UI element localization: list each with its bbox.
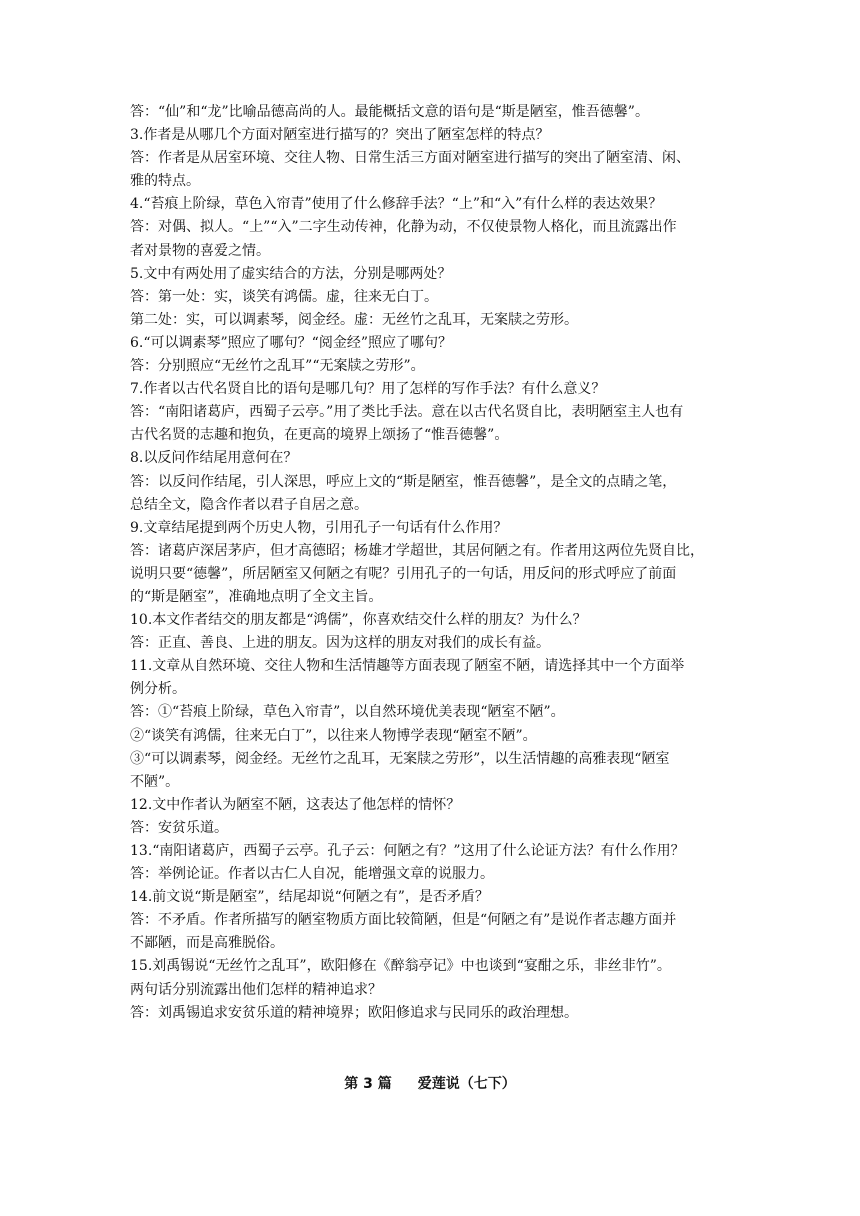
answer-line: 答：分别照应“无丝竹之乱耳”“无案牍之劳形”。	[130, 358, 425, 375]
answer-line: 答：作者是从居室环境、交往人物、日常生活三方面对陋室进行描写的突出了陋室清、闲、	[130, 150, 690, 167]
answer-line: 答：举例论证。作者以古仁人自况，能增强文章的说服力。	[130, 866, 494, 883]
answer-line: 总结全文，隐含作者以君子自居之意。	[130, 496, 368, 513]
answer-line: 答：对偶、拟人。“上”“入”二字生动传神，化静为动，不仅使景物人格化，而且流露出作	[130, 219, 677, 236]
question-line: 9.文章结尾提到两个历史人物，引用孔子一句话有什么作用？	[130, 519, 508, 536]
answer-line: 雅的特点。	[130, 173, 200, 190]
text-line: 答：“仙”和“龙”比喻品德高尚的人。最能概括文意的语句是“斯是陋室，惟吾德馨”。	[130, 104, 649, 120]
question-line: 7.作者以古代名贤自比的语句是哪几句？用了怎样的写作手法？有什么意义？	[130, 381, 606, 398]
question-line: 两句话分别流露出他们怎样的精神追求？	[130, 981, 382, 998]
answer-line: 答：①“苔痕上阶绿，草色入帘青”，以自然环境优美表现“陋室不陋”。	[130, 704, 565, 721]
answer-line: 不鄙陋，而是高雅脱俗。	[130, 935, 284, 952]
answer-line: 答：刘禹锡追求安贫乐道的精神境界；欧阳修追求与民同乐的政治理想。	[130, 1004, 578, 1021]
answer-line: 不陋”。	[130, 773, 180, 790]
answer-line: 说明只要“德馨”，所居陋室又何陋之有呢？引用孔子的一句话，用反问的形式呼应了前面	[130, 565, 677, 582]
answer-line: 答：诸葛庐深居茅庐，但才高德昭；杨雄才学超世，其居何陋之有。作者用这两位先贤自比，	[130, 542, 704, 559]
answer-line: 答：不矛盾。作者所描写的陋室物质方面比较简陋，但是“何陋之有”是说作者志趣方面并	[130, 912, 677, 929]
answer-line: 第二处：实，可以调素琴，阅金经。虚：无丝竹之乱耳，无案牍之劳形。	[130, 311, 578, 328]
question-line: 4.“苔痕上阶绿，草色入帘青”使用了什么修辞手法？“上”和“入”有什么样的表达效果？	[130, 196, 663, 213]
question-line: 例分析。	[130, 681, 186, 698]
answer-line: 答：“南阳诸葛庐，西蜀子云亭。”用了类比手法。意在以古代名贤自比，表明陋室主人也有	[130, 404, 684, 421]
section-title: 爱莲说（七下）	[417, 1076, 516, 1092]
question-line: 3.作者是从哪几个方面对陋室进行描写的？突出了陋室怎样的特点？	[130, 127, 550, 144]
section-heading	[0, 1072, 860, 1096]
question-line: 11.文章从自然环境、交往人物和生活情趣等方面表现了陋室不陋，请选择其中一个方面举	[130, 658, 685, 675]
answer-line: 答：正直、善良、上进的朋友。因为这样的朋友对我们的成长有益。	[130, 635, 550, 652]
document-body	[130, 101, 740, 1025]
answer-line: 的“斯是陋室”，准确地点明了全文主旨。	[130, 588, 383, 605]
question-line: 13.“南阳诸葛庐，西蜀子云亭。孔子云：何陋之有？”这用了什么论证方法？有什么作用？	[130, 843, 685, 859]
question-line: 8.以反问作结尾用意何在？	[130, 450, 298, 467]
question-line: 6.“可以调素琴”照应了哪句？“阅金经”照应了哪句？	[130, 334, 452, 351]
answer-line: 答：安贫乐道。	[130, 819, 228, 836]
answer-line: ②“谈笑有鸿儒，往来无白丁”，以往来人物博学表现“陋室不陋”。	[130, 727, 537, 744]
question-line: 15.刘禹锡说“无丝竹之乱耳”，欧阳修在《醉翁亭记》中也谈到“宴酣之乐，非丝非竹”。	[130, 958, 671, 975]
question-line: 5.文中有两处用了虚实结合的方法，分别是哪两处？	[130, 265, 452, 282]
answer-line: 答：第一处：实，谈笑有鸿儒。虚，往来无白丁。	[130, 288, 438, 305]
question-line: 14.前文说“斯是陋室”，结尾却说“何陋之有”，是否矛盾？	[130, 889, 489, 906]
answer-line: 者对景物的喜爱之情。	[130, 242, 270, 259]
answer-line: 古代名贤的志趣和抱负，在更高的境界上颂扬了“惟吾德馨”。	[130, 427, 509, 444]
question-line: 10.本文作者结交的朋友都是“鸿儒”，你喜欢结交什么样的朋友？为什么？	[130, 612, 587, 629]
question-line: 12.文中作者认为陋室不陋，这表达了他怎样的情怀？	[130, 796, 461, 813]
answer-line: ③“可以调素琴，阅金经。无丝竹之乱耳，无案牍之劳形”，以生活情趣的高雅表现“陋室	[130, 750, 670, 767]
answer-line: 答：以反问作结尾，引人深思，呼应上文的“斯是陋室，惟吾德馨”，是全文的点睛之笔，	[130, 473, 677, 490]
section-number: 第 3 篇	[344, 1076, 392, 1092]
